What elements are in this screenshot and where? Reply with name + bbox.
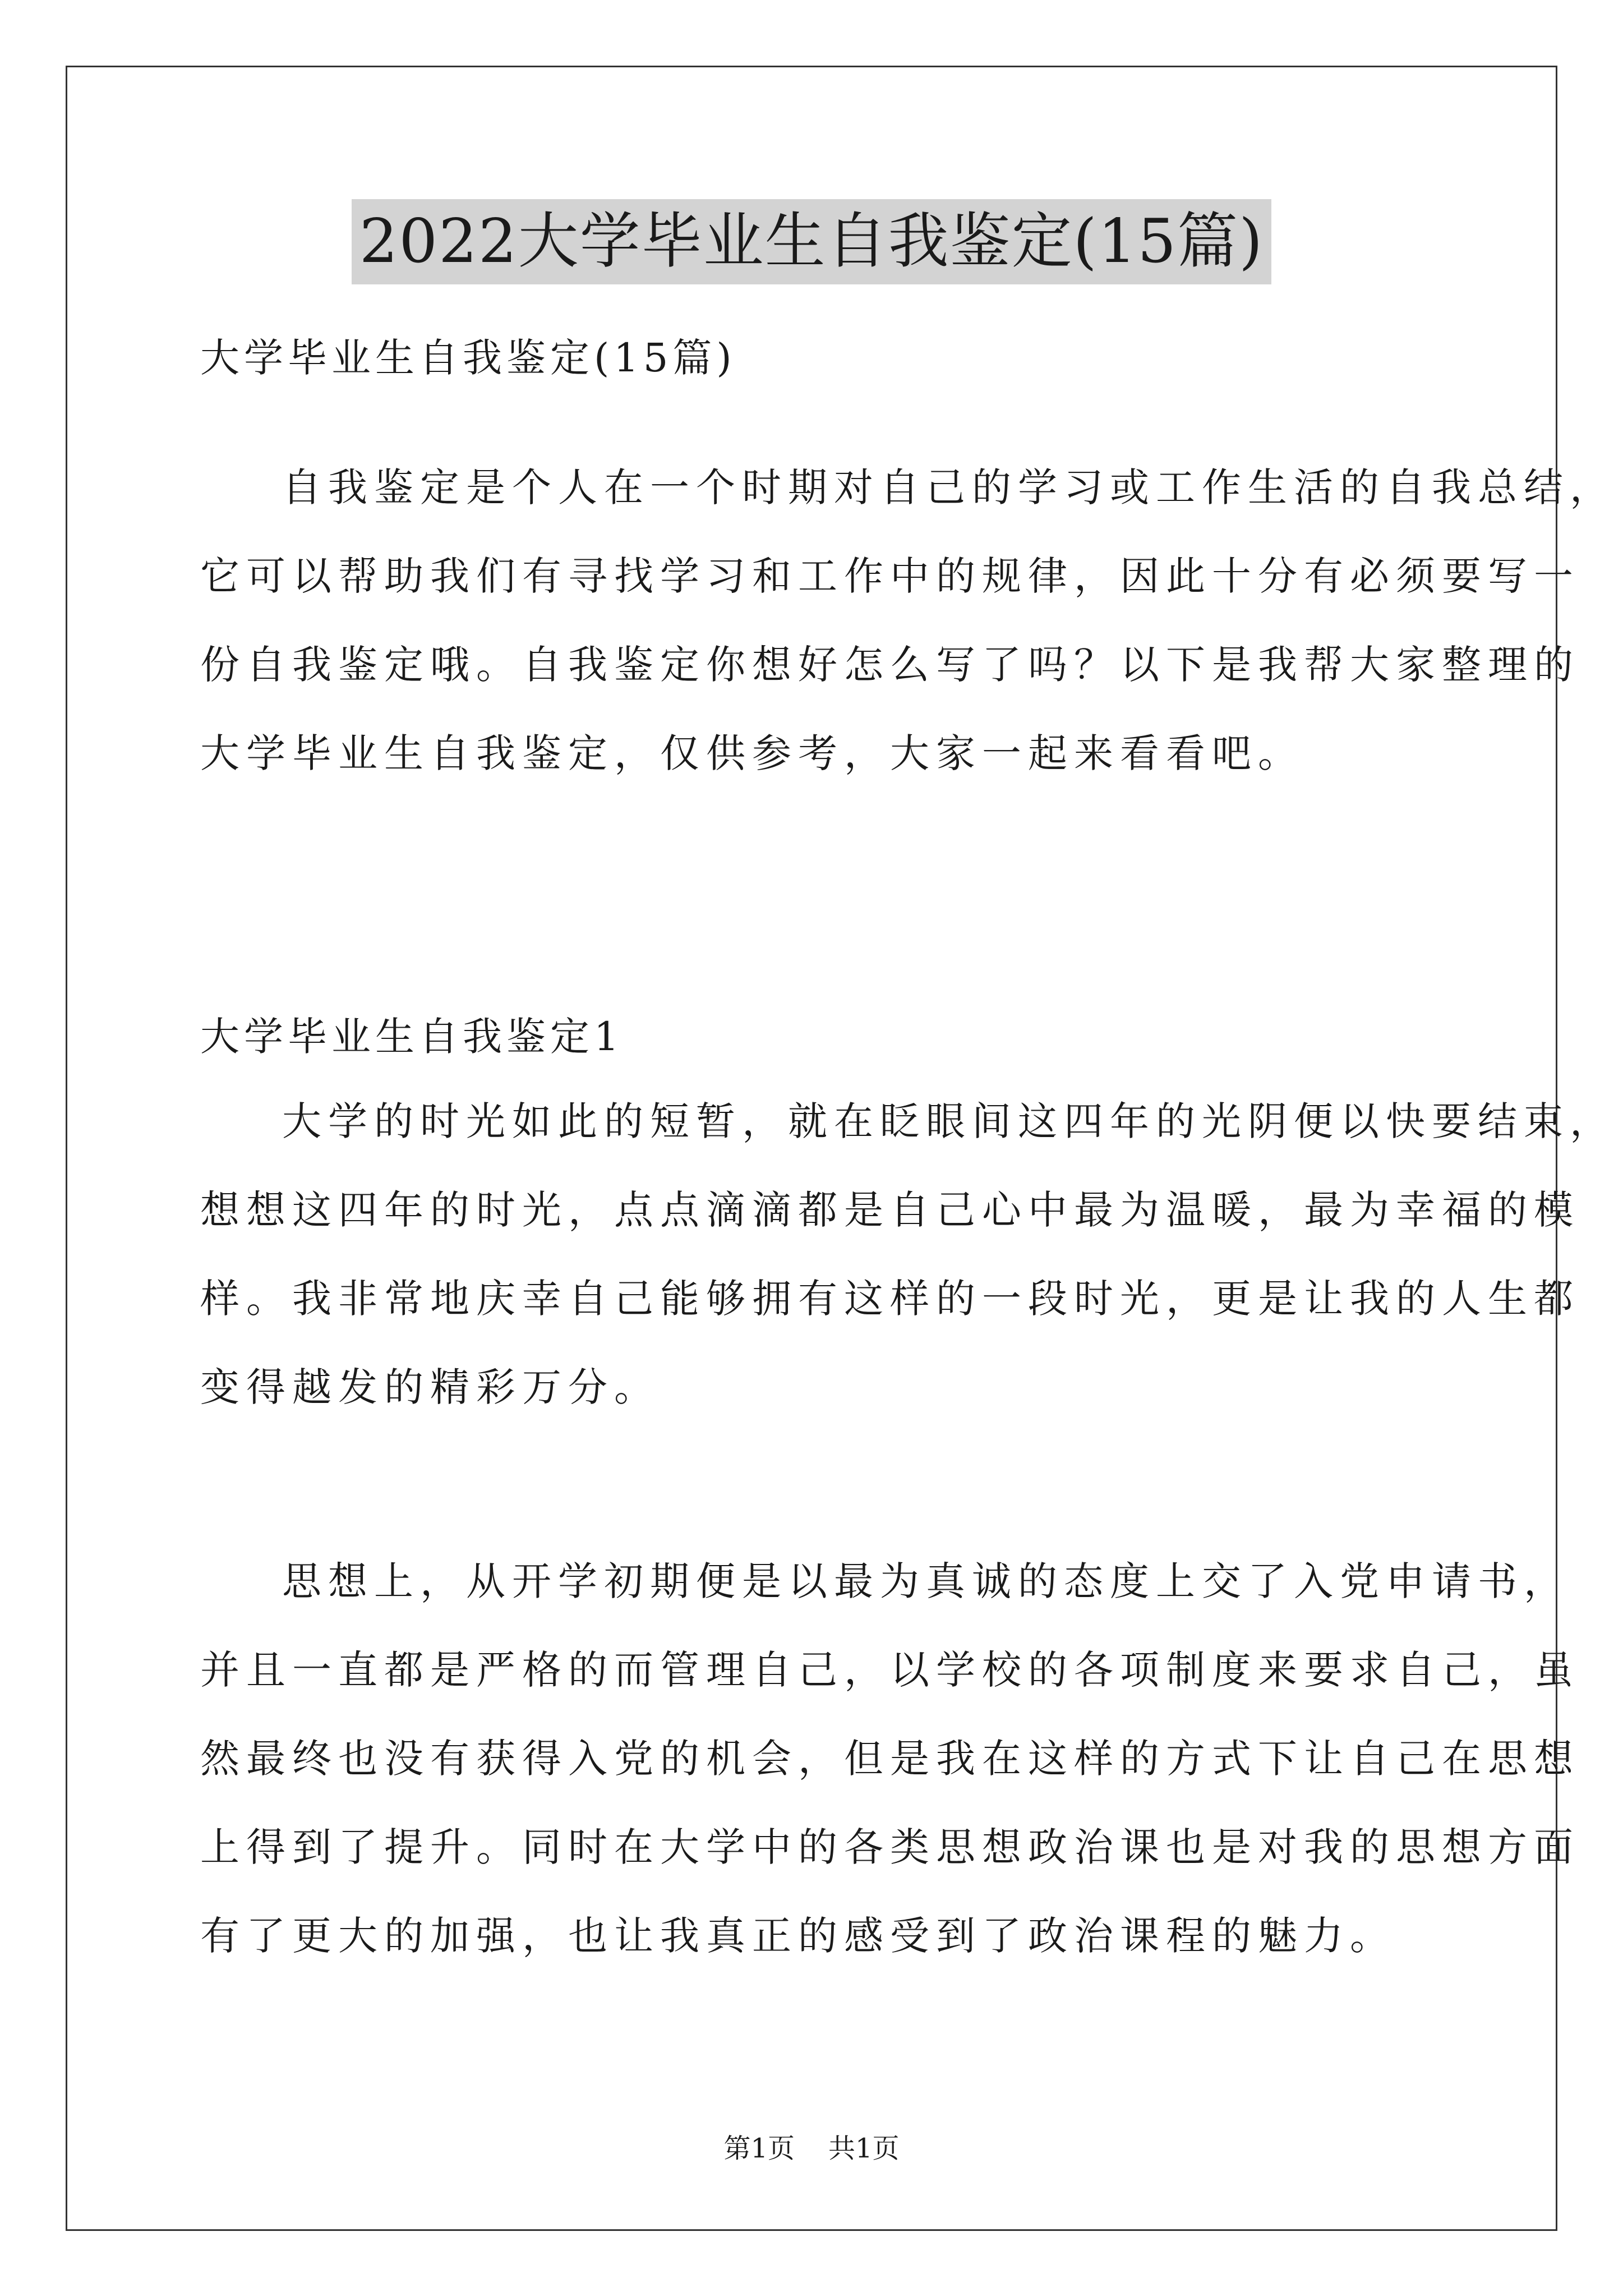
paragraph-line: 大学毕业生自我鉴定，仅供参考，大家一起来看看吧。	[200, 730, 1304, 776]
paragraph-line: 样。我非常地庆幸自己能够拥有这样的一段时光，更是让我的人生都	[200, 1276, 1580, 1322]
paragraph-line: 大学的时光如此的短暂，就在眨眼间这四年的光阴便以快要结束，	[282, 1098, 1616, 1144]
body-paragraph-1	[200, 1077, 1616, 1432]
paragraph-line: 有了更大的加强，也让我真正的感受到了政治课程的魅力。	[200, 1913, 1396, 1959]
paragraph-line: 份自我鉴定哦。自我鉴定你想好怎么写了吗？以下是我帮大家整理的	[200, 642, 1580, 688]
paragraph-line: 想想这四年的时光，点点滴滴都是自己心中最为温暖，最为幸福的模	[200, 1187, 1580, 1233]
paragraph-line: 并且一直都是严格的而管理自己，以学校的各项制度来要求自己，虽	[200, 1647, 1580, 1693]
paragraph-line: 它可以帮助我们有寻找学习和工作中的规律，因此十分有必须要写一	[200, 553, 1580, 599]
paragraph-line: 然最终也没有获得入党的机会，但是我在这样的方式下让自己在思想	[200, 1736, 1580, 1782]
paragraph-line: 自我鉴定是个人在一个时期对自己的学习或工作生活的自我总结，	[282, 464, 1616, 510]
paragraph-line: 变得越发的精彩万分。	[200, 1364, 660, 1410]
title-container	[0, 199, 1623, 284]
body-paragraph-2	[200, 1537, 1580, 1980]
page-number: 第1页	[723, 2133, 795, 2164]
page-footer	[0, 2132, 1623, 2165]
document-title: 2022大学毕业生自我鉴定(15篇)	[352, 199, 1272, 284]
page-total: 共1页	[828, 2133, 900, 2164]
paragraph-line: 上得到了提升。同时在大学中的各类思想政治课也是对我的思想方面	[200, 1824, 1580, 1870]
paragraph-line: 思想上，从开学初期便是以最为真诚的态度上交了入党申请书，	[282, 1558, 1570, 1604]
intro-paragraph	[200, 443, 1616, 798]
section-heading: 大学毕业生自我鉴定1	[200, 1014, 624, 1060]
document-subtitle: 大学毕业生自我鉴定(15篇)	[200, 335, 736, 381]
